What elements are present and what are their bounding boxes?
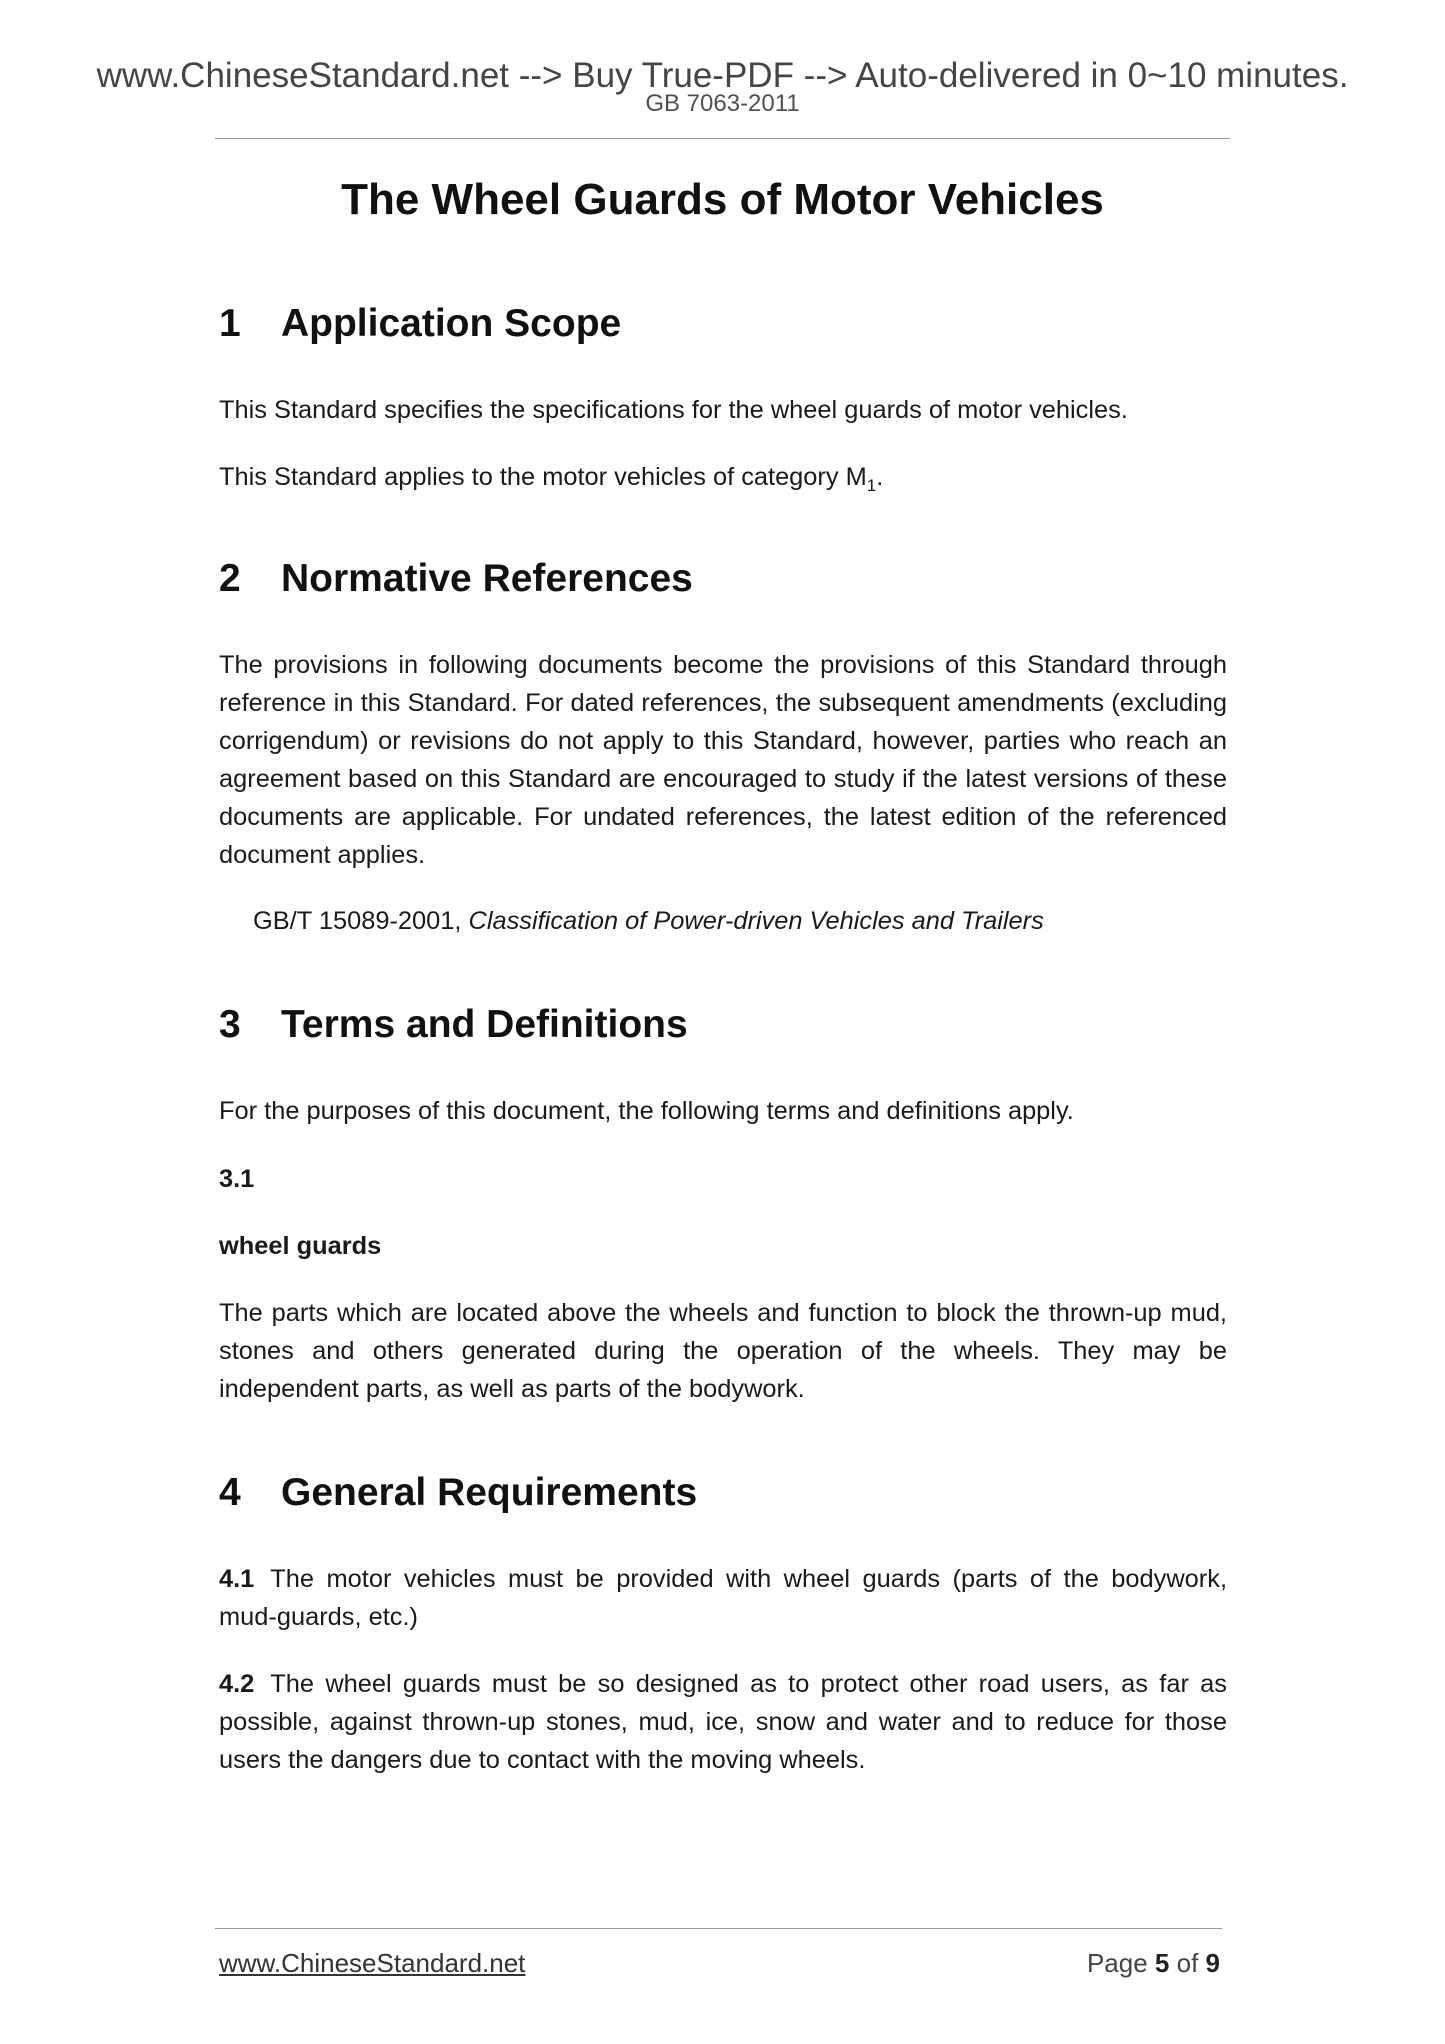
paragraph-text: This Standard applies to the motor vehicles of category M (219, 463, 867, 491)
reference-title: Classification of Power-driven Vehicles and Trailers (468, 907, 1044, 935)
page-of: of (1169, 1948, 1206, 1978)
clause-number: 4.1 (219, 1565, 255, 1593)
clause-number: 4.2 (219, 1670, 255, 1698)
section-2-heading (219, 559, 693, 598)
section-1-paragraph-1: This Standard specifies the specifications for the wheel guards of motor vehicles. (219, 396, 1128, 424)
clause-text: The motor vehicles must be provided with wheel guards (parts of the bodywork, mud-guards, etc.) (219, 1565, 1227, 1631)
clause-4-1 (219, 1560, 1227, 1636)
normative-reference (253, 902, 1044, 940)
footer-divider (215, 1928, 1222, 1929)
section-title: Terms and Definitions (281, 1003, 688, 1046)
clause-4-2 (219, 1665, 1227, 1779)
page-current: 5 (1154, 1948, 1170, 1978)
section-number: 2 (219, 557, 241, 600)
page-prefix: Page (1086, 1948, 1155, 1978)
section-title: Application Scope (281, 302, 622, 345)
section-3-heading (219, 1005, 688, 1044)
section-number: 1 (219, 302, 241, 345)
paragraph-end: . (876, 463, 884, 491)
document-code: GB 7063-2011 (645, 90, 800, 117)
section-title: Normative References (281, 557, 693, 600)
section-1-heading (219, 304, 621, 343)
page-title: The Wheel Guards of Motor Vehicles (341, 175, 1104, 224)
term-number: 3.1 (219, 1165, 255, 1193)
page-number (1087, 1950, 1220, 1976)
page-total: 9 (1205, 1948, 1220, 1978)
subscript: 1 (866, 476, 877, 496)
section-1-paragraph-2 (219, 458, 1227, 505)
source-banner[interactable]: www.ChineseStandard.net --> Buy True-PDF --> Auto-delivered in 0~10 minutes. (96, 56, 1349, 95)
section-4-heading (219, 1473, 697, 1512)
clause-text: The wheel guards must be so designed as to protect other road users, as far as possible, against thrown-up stones, mud, ice, snow and water and to reduce for those users the dangers due to contact with the moving wheels. (219, 1670, 1227, 1774)
section-3-paragraph-1: For the purposes of this document, the following terms and definitions apply. (219, 1097, 1074, 1125)
footer-website-link[interactable]: www.ChineseStandard.net (219, 1948, 526, 1978)
term-name: wheel guards (219, 1232, 382, 1260)
section-number: 4 (219, 1471, 241, 1514)
reference-code: GB/T 15089-2001, (253, 907, 469, 935)
section-2-paragraph-1: The provisions in following documents become the provisions of this Standard through reference in this Standard. For dated references, the subsequent amendments (excluding corrigendum) or revisions do not apply to this Standard, however, parties who reach an agreement based on this Standard are encouraged to study if the latest versions of these documents are applicable. For undated references, the latest edition of the referenced document applies. (219, 651, 1227, 869)
header-divider (215, 138, 1230, 139)
section-number: 3 (219, 1003, 241, 1046)
section-title: General Requirements (281, 1471, 698, 1514)
term-definition: The parts which are located above the wheels and function to block the thrown-up mud, stones and others generated during the operation of the wheels. They may be independent parts, as well as parts of the bodywork. (219, 1299, 1227, 1403)
